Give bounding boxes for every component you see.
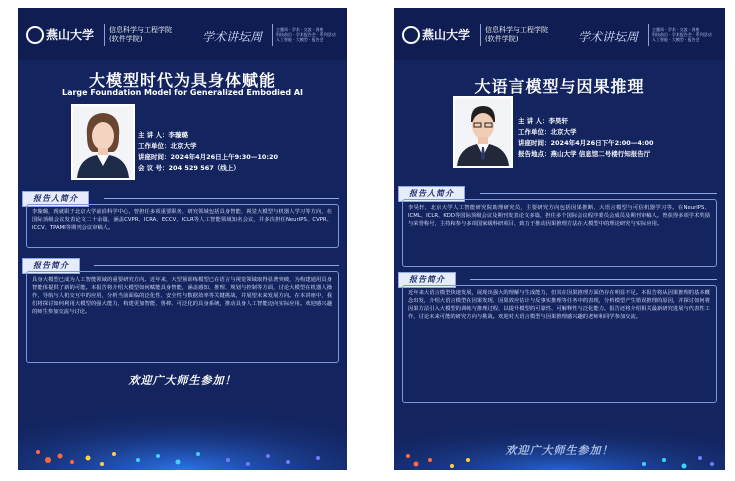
info-value: 204 529 567（线上） (168, 164, 240, 172)
info-value: 北京大学 (170, 142, 197, 150)
forum-line: 科技前沿 · 学术报告会 · 系列活动 (276, 32, 336, 37)
info-value: 北京大学 (550, 128, 577, 136)
info-label: 工作单位： (138, 142, 171, 150)
forum-line: 科技前沿 · 学术报告会 · 系列活动 (652, 32, 712, 37)
info-row (518, 127, 654, 138)
section-rule (480, 193, 717, 194)
university-seal-icon (402, 26, 420, 44)
info-label: 主 讲 人： (138, 131, 169, 139)
info-row (518, 138, 654, 149)
speaker-portrait-icon (455, 98, 511, 166)
speaker-bio: 李璇璐，现就职于北京大学前沿科学中心，曾担任多项重要职务，研究领域包括具身智能、视觉大模型与机器人学习等方向，在国际顶级会议发表论文二十余篇，涵盖CVPR、ICRA、ECCV、ICLR等人工智能领域知名会议，并多次担任NeurIPS、CVPR、ICCV、TPAMI等期刊会议审稿人。 (32, 209, 332, 231)
speaker-photo (71, 104, 135, 180)
lecture-subtitle: Large Foundation Model for Generalized Embodied AI (61, 88, 304, 97)
section-rule (94, 265, 339, 266)
forum-title: 学术讲坛周 (578, 30, 639, 44)
poster-header (18, 8, 347, 60)
speaker-bio-heading (18, 191, 347, 205)
university-name: 燕山大学 (46, 28, 95, 42)
section-rule (470, 279, 717, 280)
forum-line: 主题周 · 学术 · 交流 · 讲座 (276, 27, 324, 32)
forum-line: 主题周 · 学术 · 交流 · 讲座 (652, 27, 700, 32)
info-label: 讲座时间： (518, 139, 551, 147)
info-value: 2024年4月26日下午2:00—4:00 (550, 139, 654, 147)
header-divider (104, 24, 105, 46)
info-label: 讲座时间： (138, 153, 171, 161)
info-row (138, 141, 278, 152)
school-name: 信息科学与工程学院 (485, 26, 548, 34)
poster-left (18, 8, 347, 470)
school-name: 信息科学与工程学院 (109, 26, 172, 34)
info-value: 李昊轩 (548, 117, 569, 125)
speaker-info (518, 116, 654, 160)
lecture-title: 大语言模型与因果推理 (474, 77, 645, 96)
forum-title: 学术讲坛周 (202, 30, 263, 44)
info-label: 主 讲 人： (518, 117, 549, 125)
info-row (138, 130, 278, 141)
speaker-photo (453, 96, 513, 168)
speaker-bio: 李昊轩，北京大学人工智能研究院助理研究员，主要研究方向包括因果推断、大语言模型与可信机器学习等。在NeurIPS、ICML、ICLR、KDD等国际顶级会议及期刊发表论文多篇，担任多个国际会议程序委员会成员及期刊审稿人。曾获得多项学术奖励与荣誉称号，主持和参与多项国家级科研项目，致力于推动因果推理方法在大模型中的理论研究与实际应用。 (408, 205, 710, 227)
decorative-dots-graphic (394, 410, 725, 470)
speaker-bio-heading (394, 186, 725, 200)
forum-line: 人工智能 · 大模型 · 报告会 (276, 37, 324, 42)
lecture-abstract: 具身大模型已成为人工智能领域的重要研究方向。近年来，大型预训练模型已在语言与视觉领域取得显著突破，为构建通用具身智能体提供了新的可能。本报告将介绍大模型如何赋能具身智能，涵盖感知、推理、规划与控制等方面，讨论大模型在机器人操作、导航与人机交互中的应用，分析当前面临的泛化性、安全性与数据效率等关键挑战，并展望未来发展方向。在本讲座中，我们将探讨如何利用大模型的强大能力，构建更加智能、鲁棒、可泛化的具身系统，推动具身人工智能迈向实际应用。欢迎感兴趣的师生参加交流与讨论。 (32, 277, 332, 315)
info-label: 报告地点： (518, 150, 551, 158)
info-label: 工作单位： (518, 128, 551, 136)
abstract-heading (18, 258, 347, 272)
header-divider (272, 24, 273, 46)
decorative-dots-graphic (18, 390, 347, 470)
info-row (518, 149, 654, 160)
forum-lines (276, 27, 336, 42)
poster-header (394, 8, 725, 60)
info-label: 会 议 号： (138, 164, 169, 172)
school-subname: (软件学院) (485, 35, 519, 43)
header-divider (648, 24, 649, 46)
section-tag: 报告简介 (22, 258, 80, 274)
forum-lines (652, 27, 712, 42)
lecture-abstract: 近年来大语言模型快速发展，展现出强大的理解与生成能力，但其在因果推理方面仍存在明显不足。本报告将从因果推理的基本概念出发，介绍大语言模型在因果发现、因果效应估计与反事实推理等任务中的表现，分析模型产生错误推理的原因，并探讨如何将因果方法引入大模型的训练与推理过程，以提升模型的可靠性、可解释性与泛化能力。报告还将介绍相关最新研究进展与代表性工作，讨论未来可能的研究方向与挑战。欢迎对大语言模型与因果推理感兴趣的老师和同学参加交流。 (408, 290, 710, 320)
abstract-heading (394, 272, 725, 286)
info-value: 2024年4月26日上午9:30—10:20 (170, 153, 279, 161)
forum-line: 人工智能 · 大模型 · 报告会 (652, 37, 700, 42)
university-seal-icon (26, 26, 44, 44)
section-tag: 报告人简介 (22, 191, 89, 207)
speaker-portrait-icon (73, 106, 133, 178)
header-divider (480, 24, 481, 46)
section-rule (104, 198, 339, 199)
info-row (138, 152, 278, 163)
info-value: 燕山大学 信息馆二号楼行知报告厅 (550, 150, 651, 158)
speaker-info (138, 130, 278, 174)
info-value: 李璇璐 (168, 131, 189, 139)
section-tag: 报告人简介 (398, 186, 465, 202)
info-row (518, 116, 654, 127)
welcome-text: 欢迎广大师生参加！ (128, 374, 237, 387)
lecture-title: 大模型时代为具身体赋能 (88, 71, 276, 90)
school-subname: (软件学院) (109, 35, 143, 43)
section-tag: 报告简介 (398, 272, 456, 288)
poster-right (394, 8, 725, 470)
university-name: 燕山大学 (422, 28, 471, 42)
info-row (138, 163, 278, 174)
